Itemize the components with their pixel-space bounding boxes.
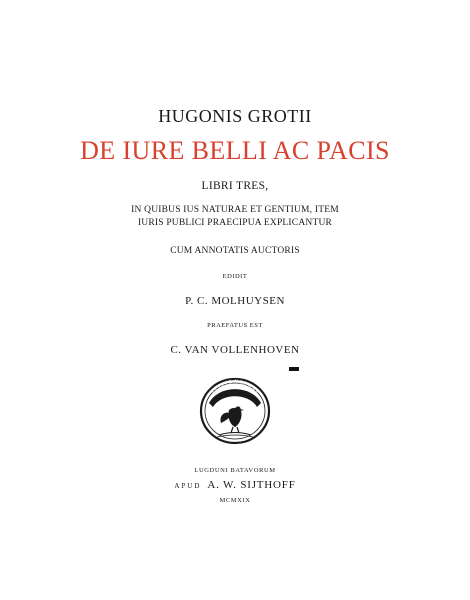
subtitle-line-2: IURIS PUBLICI PRAECIPUA EXPLICANTUR	[137, 218, 333, 228]
annotations-line: CUM ANNOTATIS AUCTORIS	[170, 246, 300, 256]
praefator-name: C. VAN VOLLENHOVEN	[170, 344, 300, 356]
printers-mark-eagle-icon	[199, 377, 271, 445]
apud-label: APUD	[174, 482, 202, 490]
emblem-motto: ALTIVS VOLANS	[210, 378, 260, 397]
edidit-label: EDIDIT	[222, 273, 248, 280]
editor-name: P. C. MOLHUYSEN	[185, 295, 285, 307]
subtitle-line-1: IN QUIBUS IUS NATURAE ET GENTIUM, ITEM	[131, 205, 339, 215]
text-cursor-icon	[289, 367, 299, 371]
book-title: DE IURE BELLI AC PACIS	[80, 136, 390, 165]
libri-tres: LIBRI TRES,	[201, 180, 269, 192]
publisher-name: A. W. SIJTHOFF	[207, 479, 296, 491]
author-name: HUGONIS GROTII	[158, 106, 312, 126]
imprint-place: LUGDUNI BATAVORUM	[194, 467, 276, 474]
imprint-year: MCMXIX	[219, 497, 251, 504]
praefatus-label: PRAEFATUS EST	[207, 322, 263, 329]
imprint-publisher-line	[0, 479, 470, 491]
